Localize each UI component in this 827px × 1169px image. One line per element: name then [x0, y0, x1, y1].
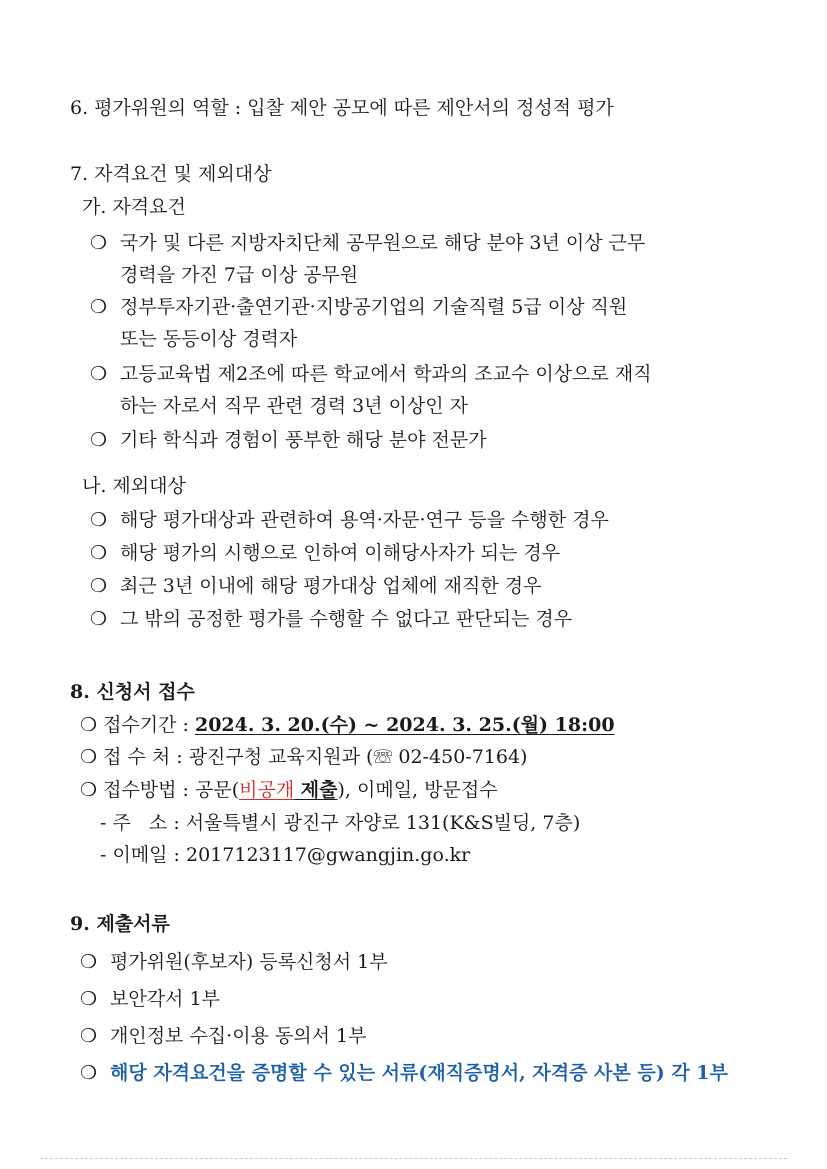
list-item: ❍ 해당 평가의 시행으로 인하여 이해당사자가 되는 경우 [90, 542, 561, 564]
section-9-heading: 9. 제출서류 [70, 913, 170, 935]
receipt-office: ❍ 접 수 처 : 광진구청 교육지원과 (☏ 02-450-7164) [80, 746, 528, 768]
receipt-method: ❍ 접수방법 : 공문(비공개 제출), 이메일, 방문접수 [80, 779, 498, 801]
email-line: - 이메일 : 2017123117@gwangjin.go.kr [100, 844, 471, 866]
subheading-qualifications: 가. 자격요건 [82, 196, 186, 218]
email-address: 2017123117@gwangjin.go.kr [186, 844, 471, 866]
list-item-continued: 또는 동등이상 경력자 [120, 328, 298, 350]
section-6-role: 6. 평가위원의 역할 : 입찰 제안 공모에 따른 제안서의 정성적 평가 [70, 97, 614, 119]
list-item: ❍ 보안각서 1부 [80, 988, 220, 1010]
section-7-heading: 7. 자격요건 및 제외대상 [70, 163, 272, 185]
list-item-highlight: ❍ 해당 자격요건을 증명할 수 있는 서류(재직증명서, 자격증 사본 등) 각 1부 [80, 1062, 728, 1084]
list-item: ❍ 최근 3년 이내에 해당 평가대상 업체에 재직한 경우 [90, 575, 542, 597]
list-item: ❍ 고등교육법 제2조에 따른 학교에서 학과의 조교수 이상으로 재직 [90, 363, 652, 385]
list-item: ❍ 기타 학식과 경험이 풍부한 해당 분야 전문가 [90, 429, 487, 451]
address-line: - 주 소 : 서울특별시 광진구 자양로 131(K&S빌딩, 7층) [100, 812, 581, 834]
list-item: ❍ 개인정보 수집·이용 동의서 1부 [80, 1025, 367, 1047]
list-item: ❍ 평가위원(후보자) 등록신청서 1부 [80, 951, 388, 973]
receipt-period-value: 2024. 3. 20.(수) ~ 2024. 3. 25.(월) 18:00 [194, 714, 615, 736]
list-item: ❍ 정부투자기관·출연기관·지방공기업의 기술직렬 5급 이상 직원 [90, 296, 628, 318]
list-item: ❍ 국가 및 다른 지방자치단체 공무원으로 해당 분야 3년 이상 근무 [90, 232, 646, 254]
list-item: ❍ 해당 평가대상과 관련하여 용역·자문·연구 등을 수행한 경우 [90, 509, 609, 531]
subheading-exclusions: 나. 제외대상 [82, 475, 186, 497]
list-item-continued: 경력을 가진 7급 이상 공무원 [120, 264, 359, 286]
list-item: ❍ 그 밖의 공정한 평가를 수행할 수 없다고 판단되는 경우 [90, 608, 573, 630]
receipt-period: ❍ 접수기간 : 2024. 3. 20.(수) ~ 2024. 3. 25.(월) 18:00 [80, 714, 615, 736]
bottom-divider [40, 1158, 787, 1159]
list-item-continued: 하는 자로서 직무 관련 경력 3년 이상인 자 [120, 395, 469, 417]
section-8-heading: 8. 신청서 접수 [70, 681, 195, 703]
private-highlight: 비공개 [239, 779, 295, 801]
